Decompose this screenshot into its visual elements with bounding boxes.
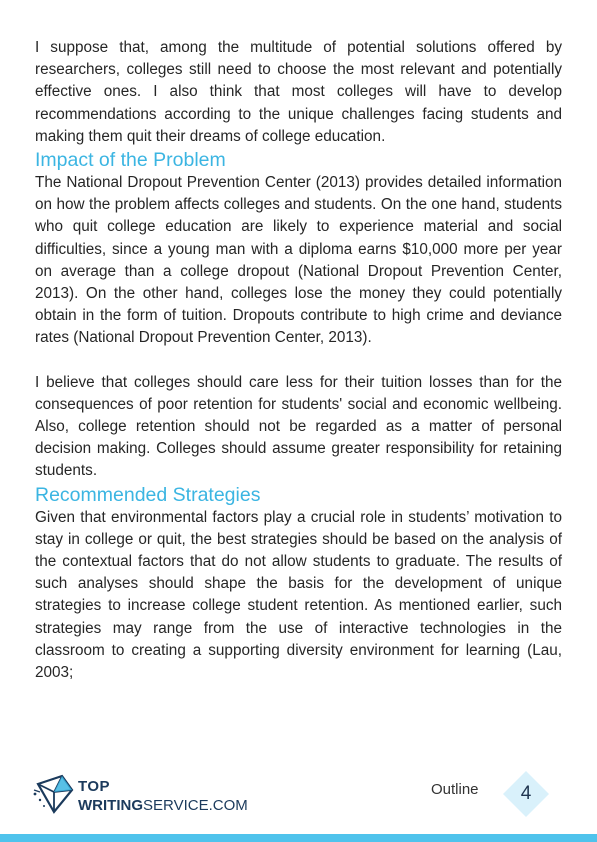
impact-paragraph-2: I believe that colleges should care less for their tuition losses than for the consequences of poor retention for students' social and economic wellbeing. Also, college retention should not be regarded as a matter of personal decision making. Colleges should assume greater responsibility for retaining students. bbox=[35, 373, 562, 480]
impact-paragraph-1: The National Dropout Prevention Center (2013) provides detailed information on how the problem affects colleges and students. On the one hand, students who quit college education are likely to experience material and social difficulties, since a young man with a diploma earns $10,000 more per year on average than a college dropout (National Dropout Prevention Center, 2013). On the other hand, colleges lose the money they could potentially obtain in the form of tuition. Dropouts contribute to high crime and deviance rates (National Dropout Prevention Center, 2013). bbox=[35, 174, 562, 347]
logo-rest-text: SERVICE.COM bbox=[143, 797, 248, 814]
strategies-heading: Recommended Strategies bbox=[35, 483, 261, 506]
logo-bold-text: WRITING bbox=[78, 797, 143, 814]
logo-top-text: TOP bbox=[78, 778, 111, 795]
bottom-accent-bar bbox=[0, 834, 597, 842]
page-number: 4 bbox=[520, 783, 532, 804]
diamond-logo-icon bbox=[32, 770, 74, 816]
impact-heading: Impact of the Problem bbox=[35, 149, 226, 172]
section-label: Outline bbox=[431, 781, 479, 798]
page-number-badge bbox=[502, 770, 550, 818]
intro-paragraph: I suppose that, among the multitude of potential solutions offered by researchers, colleges still need to choose the most relevant and potentially effective ones. I also think that most colleges will have to develop recommendations according to the unique challenges facing students and making them quit their dreams of college education. bbox=[35, 39, 562, 145]
page-content bbox=[35, 37, 562, 684]
page-footer bbox=[0, 760, 597, 842]
logo-bottom-text bbox=[78, 797, 248, 814]
site-logo bbox=[32, 770, 262, 820]
strategies-paragraph: Given that environmental factors play a crucial role in students’ motivation to stay in college or quit, the best strategies should be based on the analysis of the contextual factors that do not allow students to graduate. The results of such analyses should shape the basis for the development of unique strategies to increase college student retention. As mentioned earlier, such strategies may range from the use of interactive technologies in the classroom to creating a supporting diversity environment for learning (Lau, 2003; bbox=[35, 508, 562, 682]
